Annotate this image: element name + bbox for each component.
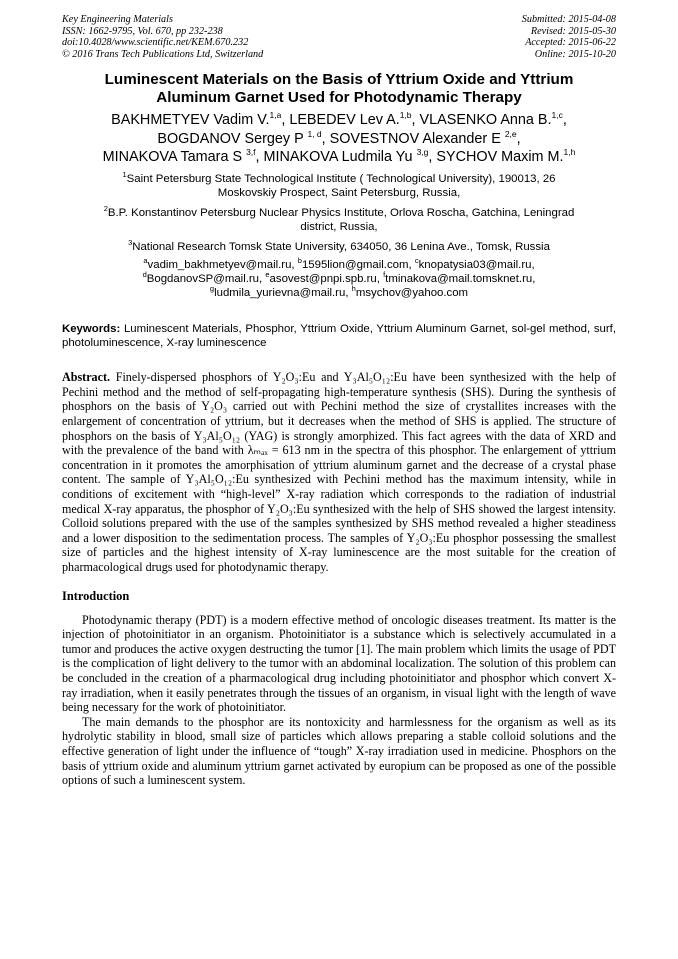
author-affil-marker: 2,e [504,128,517,139]
section-heading-introduction: Introduction [62,588,130,603]
email-line: $^a$vadim_bakhmetyev@mail.ru, $^b$1595lion@gmail.com, $^c$knopatysia03@mail.ru, [143,256,535,272]
author-separator: , [428,148,437,165]
abstract-text: Finely-dispersed phosphors of Y₂O₃:Eu and Y₃Al₅O₁₂:Eu have been synthesized with the help of Pechini method and the method of self-propagating high-temperature synthesis (SHS). During the synthesis of phosphors on the basis of Y₂O₃ carried out with Pechini method the size of crystallites increases with the enlargement of concentration of yttrium, but it decreases when the method of SHS is applied. The structure of phosphors on the basis of Y₃Al₅O₁₂ (YAG) is strongly amorphized. This fact agrees with the data of XRD and with the prevalence of the band with λₘₐₓ = 613 nm in the spectra of this phosphor. The enlargement of yttrium concentration in it promotes the amorphisation of yttrium aluminum garnet and the decrease of a crystal phase content. The sample of Y₃Al₅O₁₂:Eu synthesized with Pechini method has the maximum intensity, while in conditions of excitement with “high-level” X-ray radiation which corresponds to the radiation of industrial medical X-ray apparatus, the phosphor of Y₂O₃:Eu synthesized with the help of SHS showed the largest intensity. Colloid solutions prepared with the use of the samples synthesized by SHS method revealed a higher steadiness and a lower disposition to the sedimentation process. The samples of Y₂O₃:Eu phosphor possessing the smallest size of particles and the highest intensity of X-ray luminescence are the most suitable for the creation of pharmacological drugs used for photodynamic therapy. [62,370,616,574]
affiliation-3 [62,240,616,254]
journal-name: Key Engineering Materials [62,14,173,25]
affiliation-text: National Research Tomsk State University, 634050, 36 Lenina Ave., Tomsk, Russia [132,241,550,254]
email-link[interactable]: knopatysia03@mail.ru [418,259,532,272]
paper-title [62,71,616,107]
affiliation-text: district, Russia, [300,221,378,234]
affiliation-text: B.P. Konstantinov Petersburg Nuclear Physics Institute, Orlova Roscha, Gatchina, Leningrad [107,207,575,220]
author-affil-marker: 1, d [307,128,322,139]
date-online: Online: 2015-10-20 [534,48,616,60]
author-line [62,130,616,148]
journal-doi[interactable]: doi:10.4028/www.scientific.net/KEM.670.232 [62,37,249,49]
affiliation-marker: 2 [103,204,108,214]
email-marker: f [383,270,386,280]
paper-title-line: Aluminum Garnet Used for Photodynamic Therapy [156,89,522,107]
email-marker: a [143,256,148,266]
date-revised: Revised: 2015-05-30 [530,25,616,37]
author-affil-marker: 1,a [269,110,282,121]
introduction-paragraph: Photodynamic therapy (PDT) is a modern effective method of oncologic diseases treatment. Its matter is the injection of photoinitiator in an organism. Photoinitiator is a substance which is selectively accumulated in a tumor and produces the active oxygen destructing the tumor [1]. The main problem which limits the usage of PDT is the complication of light delivery to the tumor with an abdominal localization. The solution of this problem can be concluded in the creation of a pharmacological drug including photoinitiator and phosphor which convert X-ray irradiation, when it easily penetrates through the tissues of an organism, in visual light with the length of wave being necessary for the work of photoinitiator. [62,612,616,715]
affiliation-line [62,206,616,220]
author-name: MINAKOVA Tamara S [102,148,247,165]
author-separator: , [255,148,264,165]
author-affil-marker: 3,g [416,147,429,158]
author-name: SYCHOV Maxim M. [436,148,564,165]
author-separator: , [562,112,567,129]
affiliation-text: Moskovskiy Prospect, Saint Petersburg, Russia, [217,187,461,200]
email-line: $^g$ludmila_yurievna@mail.ru, $^h$msychov@yahoo.com [209,284,469,300]
affiliation-text: Saint Petersburg State Technological Institute ( Technological University), 190013, 26 [126,173,556,186]
email-line: $^d$BogdanovSP@mail.ru, $^e$asovest@pnpi.spb.ru, $^f$tminakova@mail.tomsknet.ru, [142,270,536,286]
email-link[interactable]: asovest@pnpi.spb.ru [269,273,377,286]
author-separator: , [411,112,420,129]
author-list [62,111,616,166]
affiliation-1 [62,172,616,200]
author-name: SOVESTNOV Alexander E [329,130,505,147]
journal-issn: ISSN: 1662-9795, Vol. 670, pp 232-238 [62,25,223,37]
author-name: BAKHMETYEV Vadim V. [111,112,270,129]
author-line [62,148,616,166]
keywords-text: Luminescent Materials, Phosphor, Yttrium Oxide, Yttrium Aluminum Garnet, sol-gel method, surf, photoluminescence, X-ray luminescence [62,323,616,350]
affiliation-marker: 3 [128,238,133,248]
author-name: MINAKOVA Ludmila Yu [263,148,417,165]
keywords-label: Keywords: [62,323,121,336]
paper-title-line: Luminescent Materials on the Basis of Yttrium Oxide and Yttrium [104,71,574,89]
email-marker: h [351,284,356,294]
email-marker: g [209,284,215,294]
introduction-paragraph: The main demands to the phosphor are its nontoxicity and harmlessness for the organism as well as its hydrolytic stability in blood, small size of particles which allows preparing a stable colloid solutions and the effective generation of light under the influence of “tough” X-ray irradiation used in medicine. Phosphors on the basis of yttrium oxide and aluminum yttrium garnet activated by europium can be proposed as one of the possible options of such a luminescent system. [62,714,616,788]
author-affil-marker: 1,c [551,110,563,121]
email-link[interactable]: ludmila_yurievna@mail.ru [214,287,346,300]
publication-dates [522,14,616,60]
affiliation-line [62,172,616,186]
affiliation-line [62,240,616,254]
email-link[interactable]: msychov@yahoo.com [355,287,469,300]
email-marker: c [414,256,419,266]
abstract [62,370,616,574]
abstract-label: Abstract. [62,370,111,385]
author-name: VLASENKO Anna B. [419,112,552,129]
journal-copyright: © 2016 Trans Tech Publications Ltd, Switzerland [62,48,264,60]
author-affil-marker: 1,b [399,110,412,121]
email-link[interactable]: 1595lion@gmail.com [301,259,409,272]
email-link[interactable]: tminakova@mail.tomsknet.ru [385,273,533,286]
email-marker: e [265,270,270,280]
affiliation-marker: 1 [122,170,127,180]
keywords [62,322,616,350]
email-link[interactable]: BogdanovSP@mail.ru [146,273,260,286]
date-accepted: Accepted: 2015-06-22 [525,37,616,49]
email-marker: b [297,256,302,266]
author-line [62,111,616,129]
journal-header [62,14,616,60]
author-name: BOGDANOV Sergey P [157,130,308,147]
author-separator: , [516,130,521,147]
journal-info [62,14,263,60]
author-emails [62,258,616,300]
author-name: LEBEDEV Lev A. [289,112,400,129]
author-affil-marker: 1,h [563,147,576,158]
affiliation-2 [62,206,616,234]
author-separator: , [281,112,290,129]
date-submitted: Submitted: 2015-04-08 [521,14,616,25]
email-marker: d [142,270,147,280]
email-link[interactable]: vadim_bakhmetyev@mail.ru [147,259,292,272]
author-affil-marker: 3,f [246,147,256,158]
author-separator: , [321,130,330,147]
